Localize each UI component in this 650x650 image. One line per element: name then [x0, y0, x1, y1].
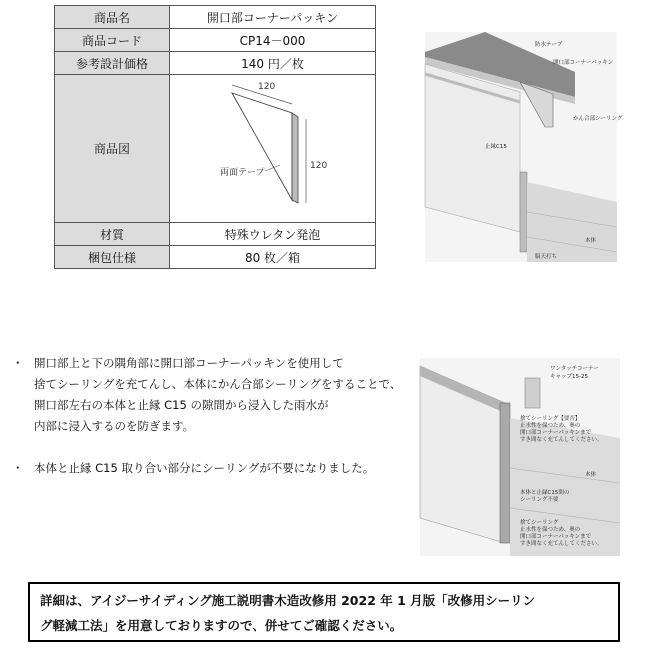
spec-label: 商品図 [55, 75, 170, 223]
bullet-1 [12, 353, 24, 374]
tape-label: 両面テープ [220, 168, 265, 178]
label: 捨てシーリング [520, 520, 559, 526]
label-corner-packing: 開口部コーナーパッキン [553, 60, 614, 66]
product-drawing-cell [170, 75, 376, 223]
label: キャップ15-25 [550, 374, 588, 380]
installation-diagram-2 [420, 358, 620, 556]
label-trim: 止縁C15 [485, 144, 507, 150]
bullet-mark: ・ [12, 356, 24, 370]
label-seal: かん合部シーリング [573, 116, 623, 122]
spec-value: 80 枚／箱 [170, 246, 376, 269]
spec-value: 140 円／枚 [170, 52, 376, 75]
bullet-line: 本体と止縁 C15 取り合い部分にシーリングが不要になりました。 [34, 461, 375, 475]
bullet-mark: ・ [12, 461, 24, 475]
spec-value: 開口部コーナーパッキン [170, 6, 376, 29]
product-drawing [170, 75, 375, 222]
spec-table [54, 5, 376, 269]
note-line: 詳細は、アイジーサイディング施工説明書木造改修用 2022 年 1 月版「改修用シーリン [40, 593, 536, 608]
spec-label: 材質 [55, 223, 170, 246]
bullet-line: 捨てシーリングを充てんし、本体にかん合部シーリングをすることで、 [34, 377, 402, 391]
bullet-line: 開口部上と下の隅角部に開口部コーナーパッキンを使用して [34, 356, 344, 370]
corner-cap [525, 378, 540, 408]
bullet-2 [12, 458, 24, 479]
label-waterproof-tape: 防水テープ [535, 42, 563, 48]
label: 止水性を保つため、奥の [520, 423, 581, 429]
dim-top: 120 [258, 82, 276, 92]
spec-value: 特殊ウレタン発泡 [170, 223, 376, 246]
spec-label: 梱包仕様 [55, 246, 170, 269]
installation-diagram-1 [425, 32, 623, 262]
label: 捨てシーリング【要否】 [520, 416, 581, 422]
note-line: グ軽減工法」を用意しておりますので、併せてご確認ください。 [40, 618, 403, 633]
bullet-line: 内部に浸入するのを防ぎます。 [34, 419, 195, 433]
bullet-2-text [34, 458, 374, 479]
dim-right: 120 [310, 161, 328, 171]
label: 本体 [585, 472, 597, 478]
bottom-note [28, 582, 620, 642]
bullet-1-text [34, 353, 401, 437]
spec-label: 商品名 [55, 6, 170, 29]
spec-label: 参考設計価格 [55, 52, 170, 75]
label-nail: 脳天打ち [535, 254, 558, 260]
packing-edge [292, 113, 298, 203]
label: すき間なく充てんしてください。 [520, 437, 603, 443]
label: 開口部コーナーパッキンまで [520, 430, 592, 436]
label: 止水性を保つため、奥の [520, 527, 581, 533]
label: ワンタッチコーナー [550, 366, 600, 372]
label: 開口部コーナーパッキンまで [520, 534, 592, 540]
trim-c15 [500, 403, 510, 543]
label: すき間なく充てんしてください。 [520, 541, 603, 547]
spec-value: CP14－000 [170, 29, 376, 52]
trim-c15 [520, 172, 527, 252]
packing-shape [232, 93, 292, 200]
label-body: 本体 [585, 238, 597, 244]
label: 本体と止縁C15間の [520, 490, 570, 496]
label: シーリング不要 [520, 497, 559, 503]
bullet-line: 開口部左右の本体と止縁 C15 の隙間から浸入した雨水が [34, 398, 329, 412]
spec-label: 商品コード [55, 29, 170, 52]
